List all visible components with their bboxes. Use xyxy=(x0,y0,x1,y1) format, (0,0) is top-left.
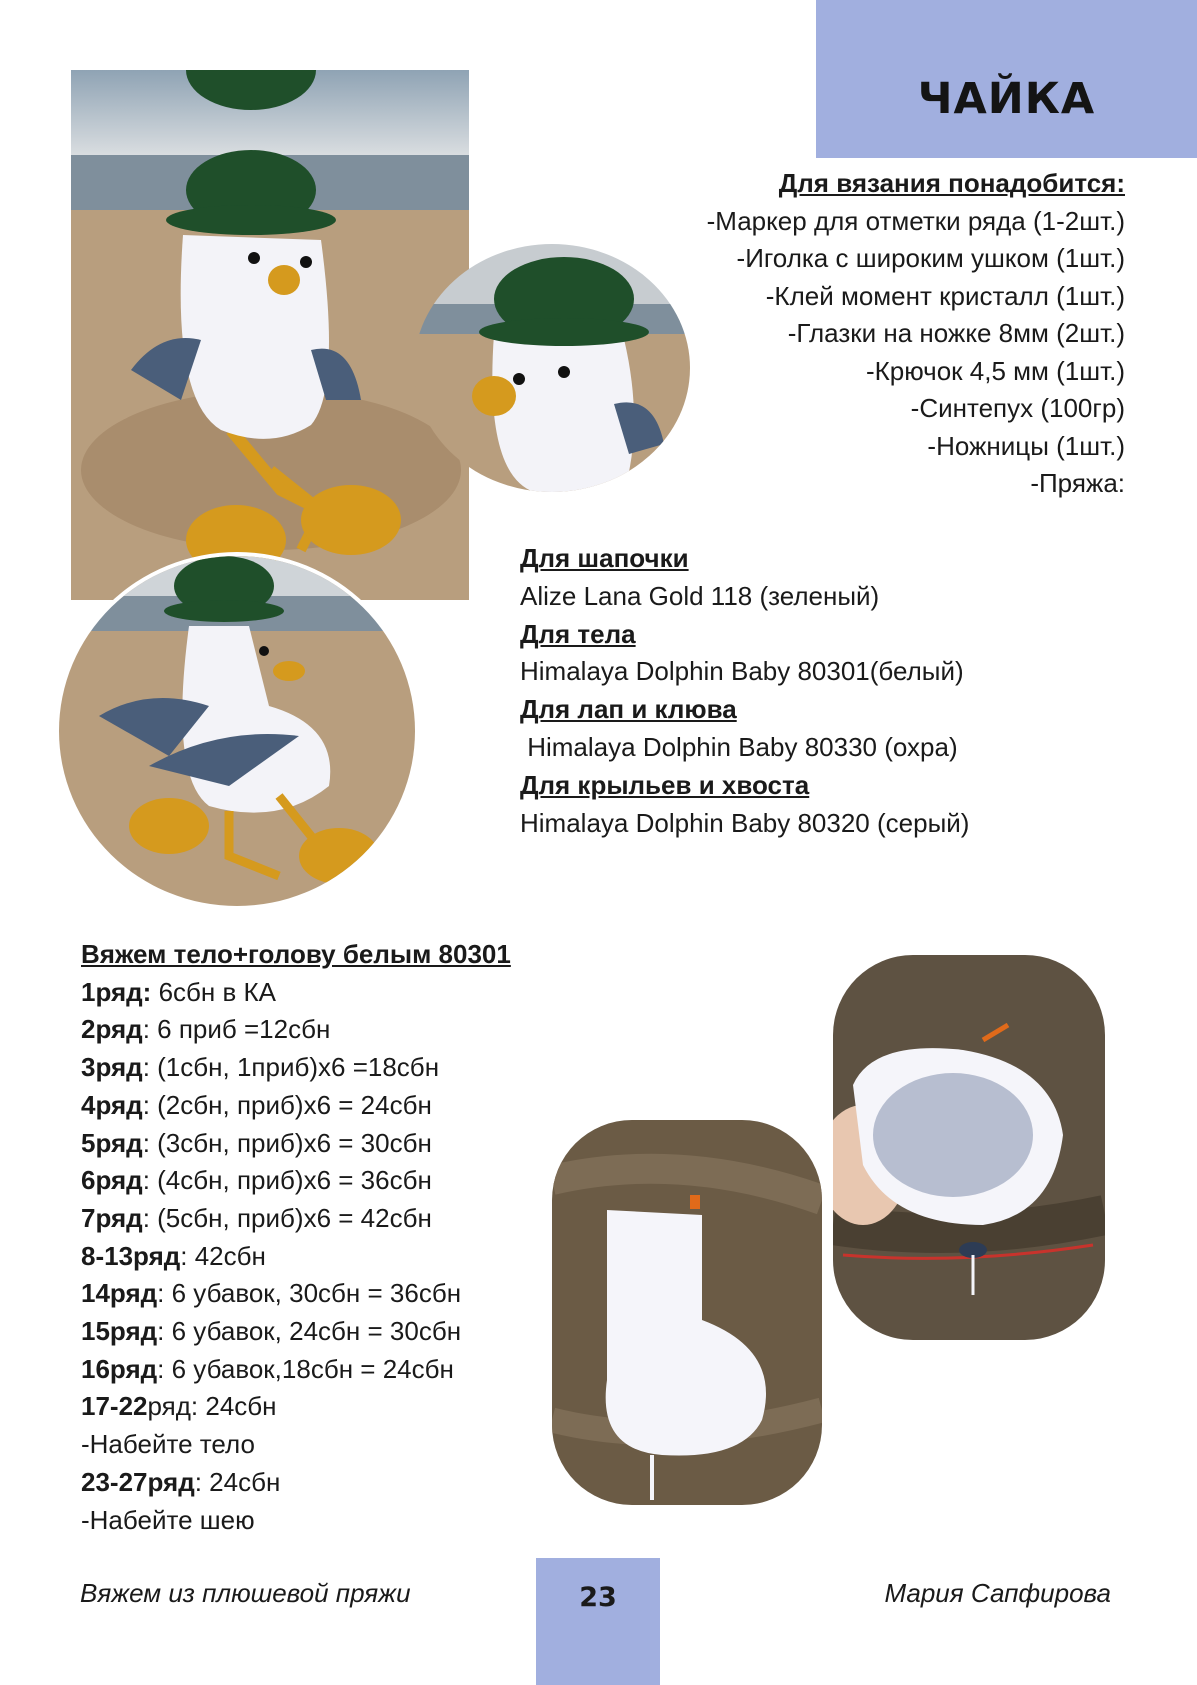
row-text: : 42сбн xyxy=(180,1240,266,1271)
row-text: : (5сбн, приб)х6 = 42сбн xyxy=(142,1202,432,1233)
row-label: 15ряд xyxy=(81,1316,158,1347)
row-text: -Набейте тело xyxy=(81,1429,255,1460)
row-text: : 24сбн xyxy=(194,1466,281,1497)
knitted-body-photo xyxy=(552,1120,822,1505)
supply-item: -Синтепух (100гр) xyxy=(910,393,1125,423)
supply-item: -Маркер для отметки ряда (1-2шт.) xyxy=(706,205,1125,236)
pattern-heading: Вяжем тело+голову белым 80301 xyxy=(81,939,511,969)
pattern-row xyxy=(81,1388,561,1426)
row-label: 23-27ряд xyxy=(81,1466,195,1497)
supplies-list xyxy=(565,165,1125,503)
row-label: 5ряд xyxy=(81,1127,143,1158)
supply-item: -Глазки на ножке 8мм (2шт.) xyxy=(787,318,1125,348)
row-text: -Набейте шею xyxy=(81,1504,255,1535)
footer-book-title: Вяжем из плюшевой пряжи xyxy=(80,1578,411,1608)
pattern-row xyxy=(81,1275,561,1313)
supply-item: -Крючок 4,5 мм (1шт.) xyxy=(865,355,1125,386)
knitted-open-body-photo xyxy=(833,955,1105,1340)
yarn-hat-value: Alize Lana Gold 118 (зеленый) xyxy=(520,580,880,611)
row-text: : 6 приб =12сбн xyxy=(142,1014,331,1045)
row-label: 16ряд xyxy=(81,1353,158,1384)
footer-author: Мария Сапфирова xyxy=(884,1578,1111,1608)
yarn-list xyxy=(520,540,1080,842)
row-text: : (2сбн, приб)х6 = 24сбн xyxy=(142,1089,432,1120)
pattern-row xyxy=(81,1011,561,1049)
row-label: 17-22 xyxy=(81,1391,148,1422)
page-title: ЧАЙКА xyxy=(917,74,1096,124)
pattern-row xyxy=(81,1502,561,1540)
supply-item: -Клей момент кристалл (1шт.) xyxy=(765,280,1125,311)
row-label: 2ряд xyxy=(81,1014,143,1045)
yarn-body-label: Для тела xyxy=(520,618,636,649)
yarn-feet-label: Для лап и клюва xyxy=(520,694,737,725)
yarn-feet-value: Himalaya Dolphin Baby 80330 (охра) xyxy=(520,731,958,762)
yarn-body-value: Himalaya Dolphin Baby 80301(белый) xyxy=(520,656,964,687)
title-banner xyxy=(816,0,1197,158)
row-text: : 6 убавок,18сбн = 24сбн xyxy=(157,1353,454,1384)
pattern-row xyxy=(81,1162,561,1200)
pattern-row xyxy=(81,1313,561,1351)
yarn-hat-label: Для шапочки xyxy=(520,543,689,573)
seagull-side-photo xyxy=(55,552,419,910)
yarn-wings-value: Himalaya Dolphin Baby 80320 (серый) xyxy=(520,807,970,838)
row-text: : 6 убавок, 30сбн = 36сбн xyxy=(157,1278,462,1309)
pattern-row xyxy=(81,1238,561,1276)
row-text: : (3сбн, приб)х6 = 30сбн xyxy=(142,1127,432,1158)
row-label: 6ряд xyxy=(81,1165,143,1196)
row-label: 1ряд: xyxy=(81,976,152,1007)
row-text: 6сбн в КА xyxy=(151,976,277,1007)
pattern-row xyxy=(81,1049,561,1087)
pattern-row xyxy=(81,1464,561,1502)
seagull-beach-photo xyxy=(71,70,469,600)
pattern-row xyxy=(81,1125,561,1163)
row-label: 7ряд xyxy=(81,1202,143,1233)
supplies-heading: Для вязания понадобится: xyxy=(778,168,1125,198)
row-label: 3ряд xyxy=(81,1052,143,1083)
yarn-wings-label: Для крыльев и хвоста xyxy=(520,769,810,800)
row-label: 8-13ряд xyxy=(81,1240,181,1271)
pattern-row xyxy=(81,1200,561,1238)
pattern-row xyxy=(81,1426,561,1464)
row-text: : (4сбн, приб)х6 = 36сбн xyxy=(142,1165,432,1196)
supply-item: -Пряжа: xyxy=(1030,468,1125,498)
pattern-row xyxy=(81,1351,561,1389)
pattern-row xyxy=(81,974,561,1012)
row-label: 14ряд xyxy=(81,1278,158,1309)
row-text: ряд: 24сбн xyxy=(147,1391,277,1422)
pattern-row xyxy=(81,1087,561,1125)
page-number: 23 xyxy=(579,1582,617,1613)
row-text: : 6 убавок, 24сбн = 30сбн xyxy=(157,1316,462,1347)
supply-item: -Ножницы (1шт.) xyxy=(927,430,1125,461)
supply-item: -Иголка с широким ушком (1шт.) xyxy=(736,243,1125,273)
page-number-box xyxy=(536,1558,660,1685)
row-text: : (1сбн, 1приб)х6 =18сбн xyxy=(142,1052,440,1083)
row-label: 4ряд xyxy=(81,1089,143,1120)
pattern-section xyxy=(81,936,561,1539)
